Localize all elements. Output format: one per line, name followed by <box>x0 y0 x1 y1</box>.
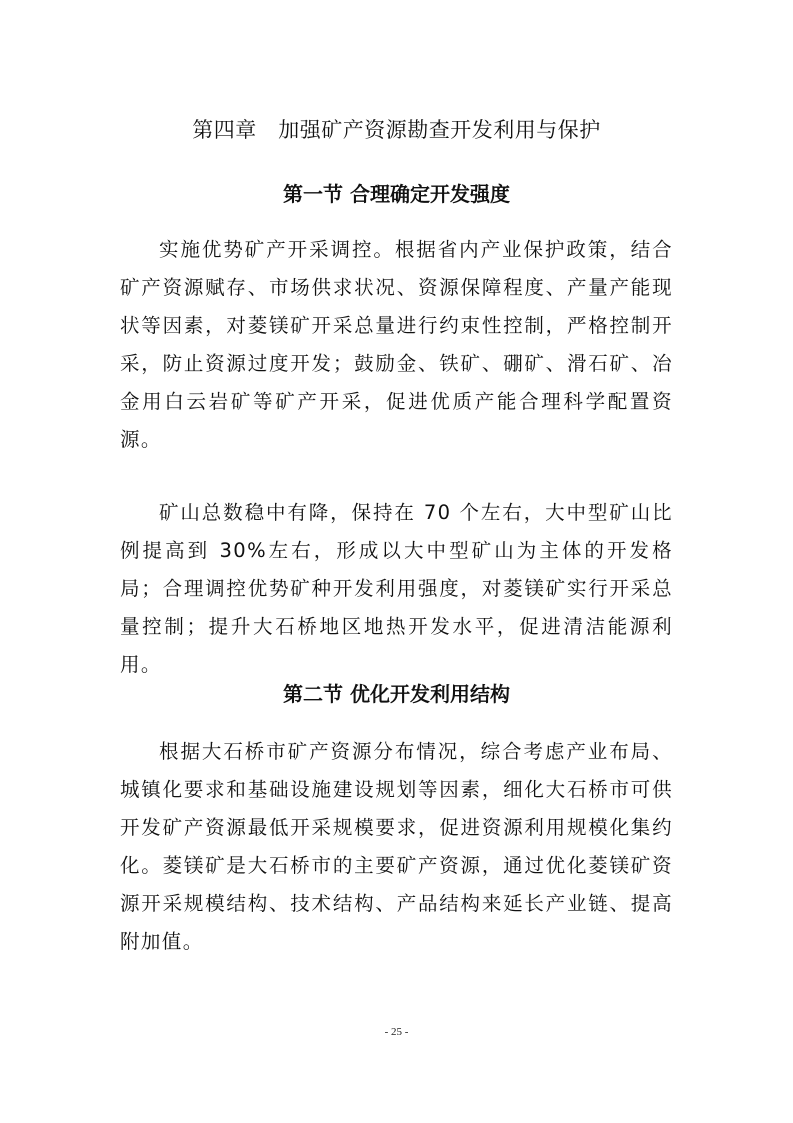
paragraph: 实施优势矿产开采调控。根据省内产业保护政策，结合矿产资源赋存、市场供求状况、资源保障程度、产量产能现状等因素，对菱镁矿开采总量进行约束性控制，严格控制开采，防止资源过度开发；鼓励金、铁矿、硼矿、滑石矿、冶金用白云岩矿等矿产开采，促进优质产能合理科学配置资源。 <box>120 238 673 451</box>
paragraph: 根据大石桥市矿产资源分布情况，综合考虑产业布局、城镇化要求和基础设施建设规划等因素，细化大石桥市可供开发矿产资源最低开采规模要求，促进资源利用规模化集约化。菱镁矿是大石桥市的主要矿产资源，通过优化菱镁矿资源开采规模结构、技术结构、产品结构来延长产业链、提高附加值。 <box>120 740 673 953</box>
section-title-2: 第二节 优化开发利用结构 <box>283 682 510 706</box>
paragraph: 矿山总数稳中有降，保持在 70 个左右，大中型矿山比例提高到 30%左右，形成以大中型矿山为主体的开发格局；合理调控优势矿种开发利用强度，对菱镁矿实行开采总量控制；提升大石桥地区地热开发水平，促进清洁能源利用。 <box>120 501 673 676</box>
chapter-title: 第四章 加强矿产资源勘查开发利用与保护 <box>192 118 601 142</box>
page-number: - 25 - <box>384 1026 409 1038</box>
section-title-1: 第一节 合理确定开发强度 <box>283 182 510 206</box>
